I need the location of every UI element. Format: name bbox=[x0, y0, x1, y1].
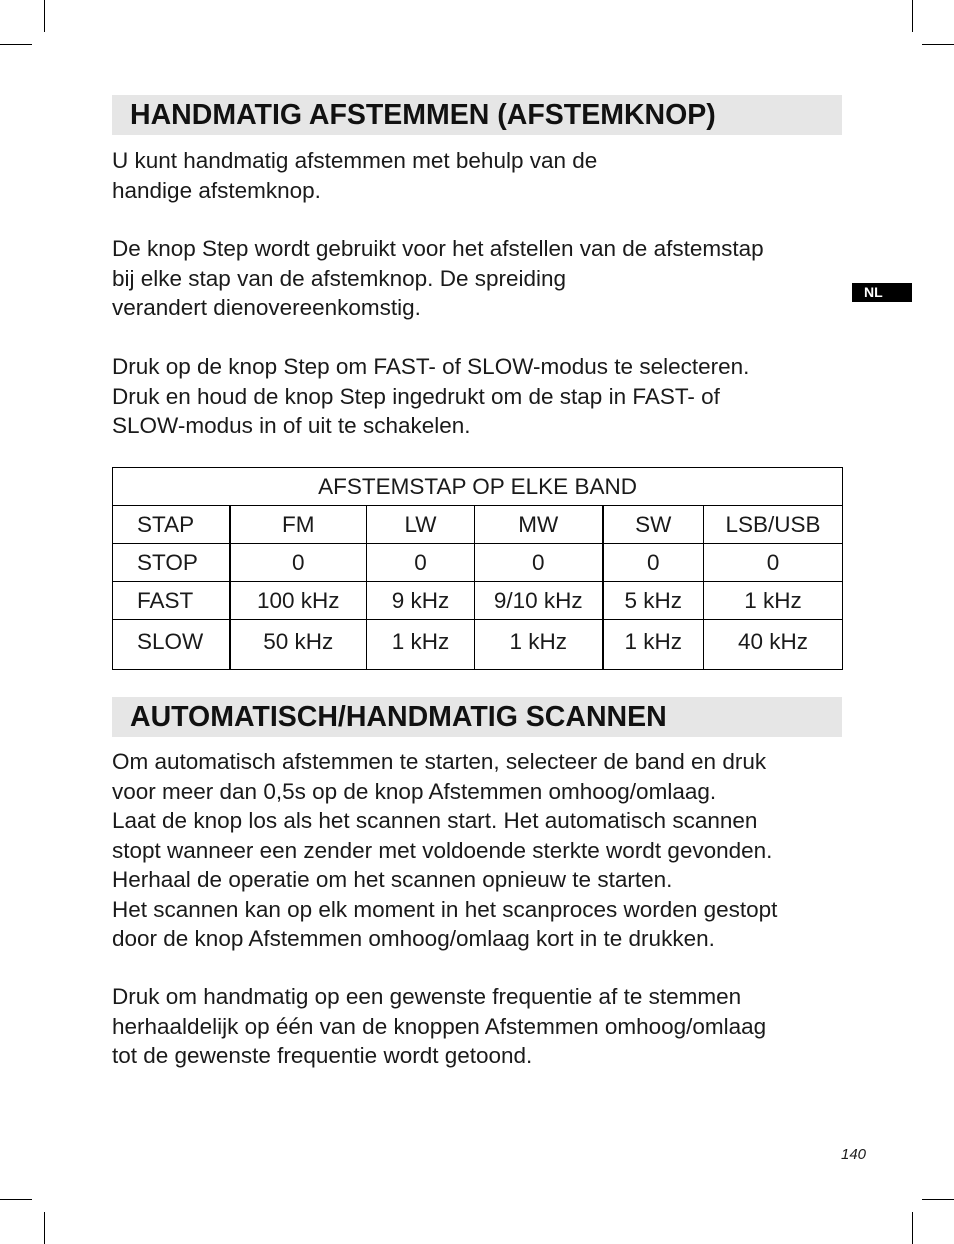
table-cell: 1 kHz bbox=[603, 620, 704, 670]
table-cell: FAST bbox=[113, 582, 230, 620]
crop-mark bbox=[44, 0, 45, 32]
crop-mark bbox=[0, 1199, 32, 1200]
text-line: Laat de knop los als het scannen start. Het automatisch scannen bbox=[112, 808, 758, 833]
table-cell: 9 kHz bbox=[367, 582, 475, 620]
text-line: Druk op de knop Step om FAST- of SLOW-modus te selecteren. bbox=[112, 354, 750, 379]
table-cell: 0 bbox=[704, 544, 843, 582]
table-cell: 0 bbox=[603, 544, 704, 582]
text-line: Het scannen kan op elk moment in het scanproces worden gestopt bbox=[112, 896, 778, 922]
text-line: herhaaldelijk op één van de knoppen Afstemmen omhoog/omlaag bbox=[112, 1013, 767, 1039]
text-line: U kunt handmatig afstemmen met behulp van de bbox=[112, 148, 598, 173]
table-cell: 0 bbox=[230, 544, 367, 582]
crop-mark bbox=[912, 0, 913, 32]
text-line: bij elke stap van de afstemknop. De spreiding bbox=[112, 265, 567, 291]
paragraph bbox=[112, 747, 852, 954]
paragraph bbox=[112, 982, 852, 1071]
crop-mark bbox=[0, 44, 32, 45]
text-line: stopt wanneer een zender met voldoende sterkte wordt gevonden. bbox=[112, 837, 773, 863]
page-number: 140 bbox=[841, 1146, 867, 1163]
table-row bbox=[113, 544, 843, 582]
text-line: verandert dienovereenkomstig. bbox=[112, 295, 421, 320]
section-title-scanning: AUTOMATISCH/HANDMATIG SCANNEN bbox=[112, 697, 842, 737]
crop-mark bbox=[912, 1212, 913, 1244]
text-line: door de knop Afstemmen omhoog/omlaag kort in te drukken. bbox=[112, 926, 715, 951]
table-cell: 1 kHz bbox=[704, 582, 843, 620]
table-cell: 40 kHz bbox=[704, 620, 843, 670]
crop-mark bbox=[922, 1199, 954, 1200]
crop-mark bbox=[44, 1212, 45, 1244]
table-cell: 50 kHz bbox=[230, 620, 367, 670]
text-line: Druk en houd de knop Step ingedrukt om de stap in FAST- of bbox=[112, 383, 720, 409]
paragraph bbox=[112, 352, 852, 441]
table-header-cell: SW bbox=[603, 506, 704, 544]
table-row bbox=[113, 582, 843, 620]
language-tab: NL bbox=[852, 283, 912, 302]
table-cell: 0 bbox=[367, 544, 475, 582]
table-cell: 100 kHz bbox=[230, 582, 367, 620]
paragraph bbox=[112, 234, 852, 323]
table-caption-row bbox=[113, 468, 843, 506]
table-cell: 1 kHz bbox=[475, 620, 603, 670]
text-line: Om automatisch afstemmen te starten, selecteer de band en druk bbox=[112, 749, 767, 774]
tuning-step-table bbox=[112, 467, 843, 670]
text-line: De knop Step wordt gebruikt voor het afstellen van de afstemstap bbox=[112, 236, 764, 261]
text-line: SLOW-modus in of uit te schakelen. bbox=[112, 413, 471, 438]
text-line: tot de gewenste frequentie wordt getoond. bbox=[112, 1043, 533, 1068]
table-cell: 1 kHz bbox=[367, 620, 475, 670]
table-cell: 9/10 kHz bbox=[475, 582, 603, 620]
text-line: Herhaal de operatie om het scannen opnieuw te starten. bbox=[112, 867, 673, 892]
crop-mark bbox=[922, 44, 954, 45]
table-header-cell: STAP bbox=[113, 506, 230, 544]
text-line: handige afstemknop. bbox=[112, 177, 321, 203]
table-row bbox=[113, 620, 843, 670]
table-cell: 0 bbox=[475, 544, 603, 582]
table-header-cell: LW bbox=[367, 506, 475, 544]
table-header-cell: LSB/USB bbox=[704, 506, 843, 544]
section-title-manual-tuning: HANDMATIG AFSTEMMEN (AFSTEMKNOP) bbox=[112, 95, 842, 135]
table-header-row bbox=[113, 506, 843, 544]
text-line: voor meer dan 0,5s op de knop Afstemmen omhoog/omlaag. bbox=[112, 778, 717, 804]
table-header-cell: FM bbox=[230, 506, 367, 544]
table-cell: SLOW bbox=[113, 620, 230, 670]
paragraph bbox=[112, 146, 852, 205]
table-header-cell: MW bbox=[475, 506, 603, 544]
table-cell: 5 kHz bbox=[603, 582, 704, 620]
table-cell: STOP bbox=[113, 544, 230, 582]
table-caption: AFSTEMSTAP OP ELKE BAND bbox=[113, 468, 843, 506]
text-line: Druk om handmatig op een gewenste frequentie af te stemmen bbox=[112, 984, 742, 1009]
